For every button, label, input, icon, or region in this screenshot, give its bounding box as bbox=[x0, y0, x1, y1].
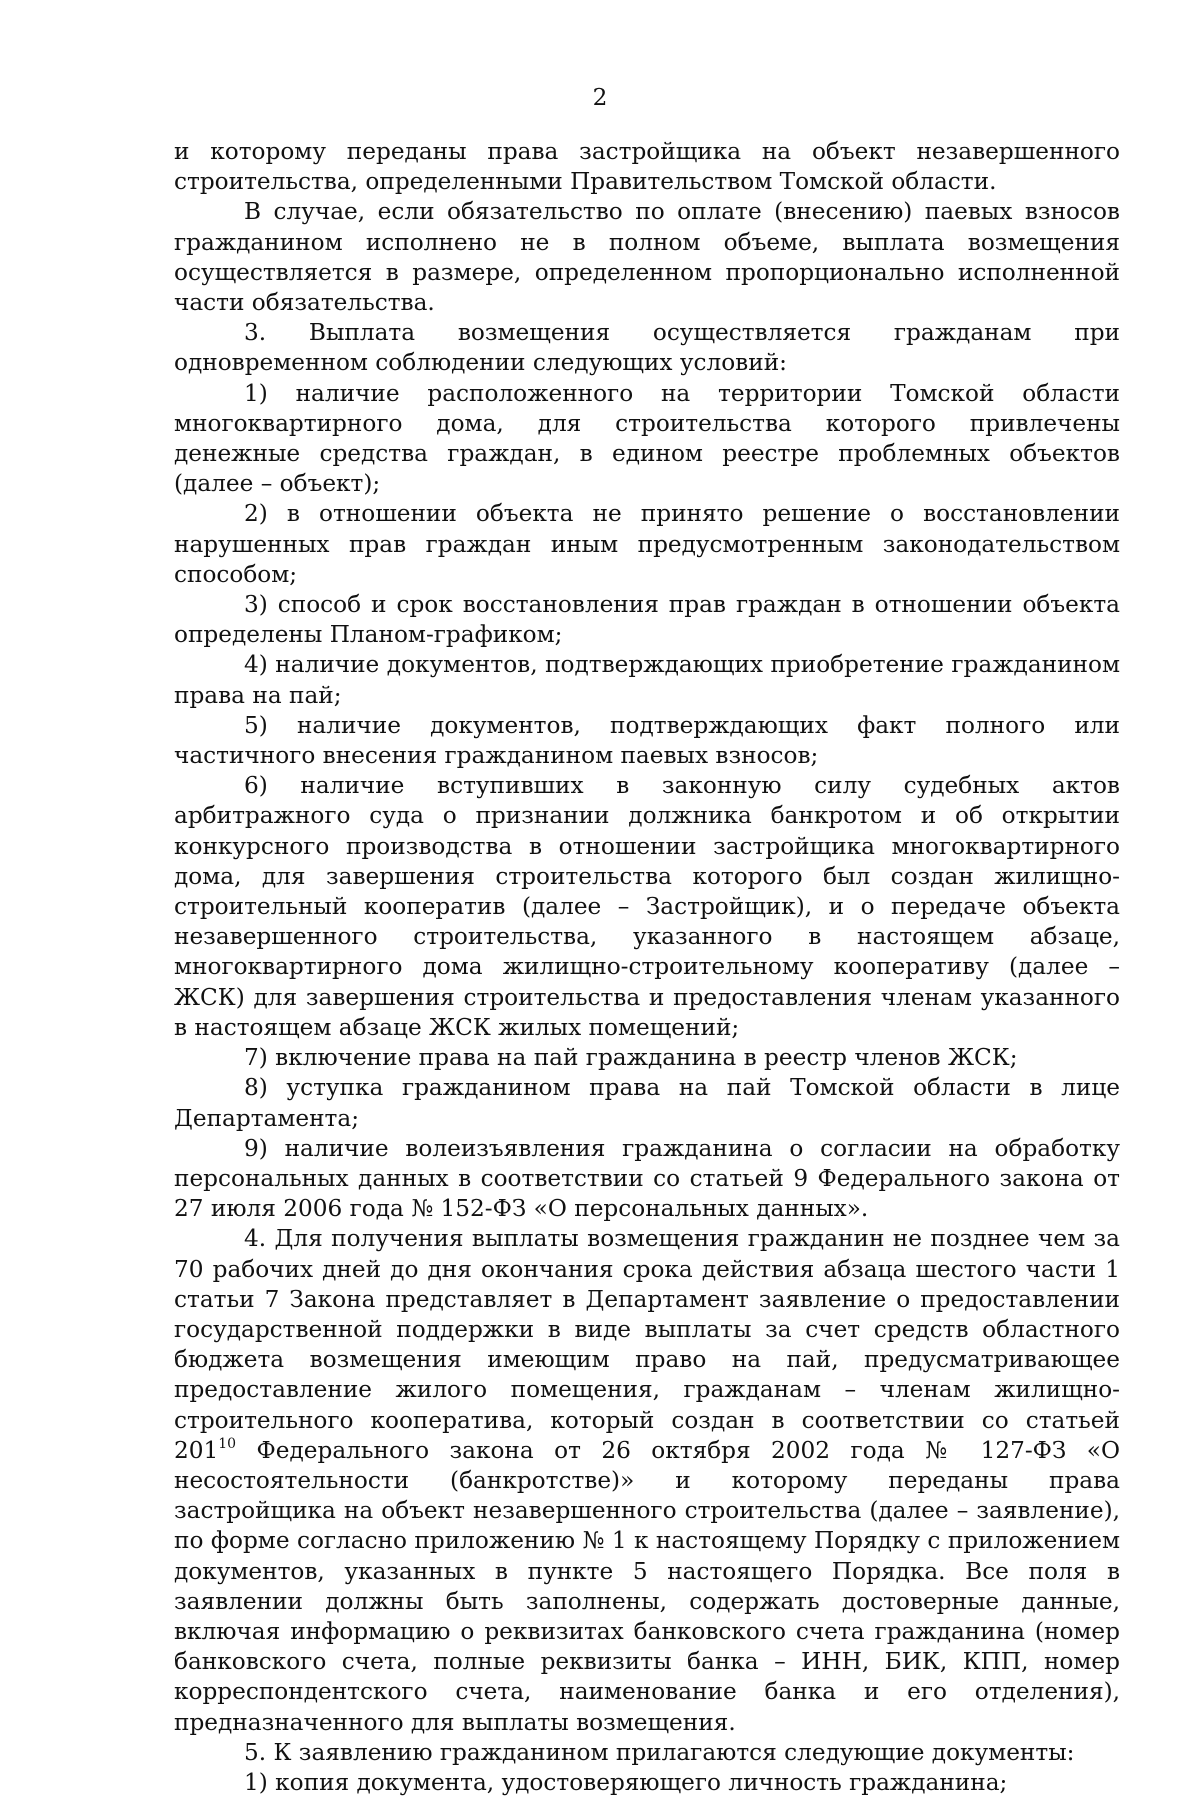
paragraph-continuation: и которому переданы права застройщика на объект незавершенного строительства, определенными Правительством Томской области. bbox=[174, 138, 1120, 196]
condition-6: 6) наличие вступивших в законную силу судебных актов арбитражного суда о признании должника банкротом и об открытии конкурсного производства в отношении застройщика многоквартирного дома, для завершения строительства которого был создан жилищно-строительный кооператив (далее – Застройщик), и о передаче объекта незавершенного строительства, указанного в настоящем абзаце, многоквартирного дома жилищно-строительному кооперативу (далее – ЖСК) для завершения строительства и предоставления членам указанного в настоящем абзаце ЖСК жилых помещений; bbox=[174, 772, 1120, 1041]
document-body bbox=[174, 137, 1120, 1798]
condition-2: 2) в отношении объекта не принято решение о восстановлении нарушенных прав граждан иным предусмотренным законодательством способом; bbox=[174, 500, 1120, 588]
clause-5: 5. К заявлению гражданином прилагаются следующие документы: bbox=[244, 1738, 1075, 1766]
condition-9: 9) наличие волеизъявления гражданина о согласии на обработку персональных данных в соответствии со статьей 9 Федерального закона от 27 июля 2006 года № 152-ФЗ «О персональных данных». bbox=[174, 1134, 1120, 1223]
paragraph-partial-payment: В случае, если обязательство по оплате (внесению) паевых взносов гражданином исполнено не в полном объеме, выплата возмещения осуществляется в размере, определенном пропорционально исполненной части обязательства. bbox=[174, 198, 1120, 317]
condition-5: 5) наличие документов, подтверждающих факт полного или частичного внесения гражданином паевых взносов; bbox=[174, 711, 1120, 770]
condition-4: 4) наличие документов, подтверждающих приобретение гражданином права на пай; bbox=[174, 651, 1120, 709]
article-superscript: 10 bbox=[218, 1435, 237, 1452]
page-number: 2 bbox=[592, 84, 608, 111]
document-1: 1) копия документа, удостоверяющего личность гражданина; bbox=[244, 1768, 1008, 1796]
clause-4-text-a: 4. Для получения выплаты возмещения гражданин не позднее чем за 70 рабочих дней до дня окончания срока действия абзаца шестого части 1 статьи 7 Закона представляет в Департамент заявление о предоставлении государственной поддержки в виде выплаты за счет средств областного бюджета возмещения имеющим право на пай, предусматривающее предоставление жилого помещения, гражданам – членам жилищно-строительного кооператива, который создан в соответствии со статьей 201 bbox=[174, 1225, 1120, 1464]
clause-3: 3. Выплата возмещения осуществляется гражданам при одновременном соблюдении следующих условий: bbox=[174, 319, 1120, 377]
condition-8: 8) уступка гражданином права на пай Томской области в лице Департамента; bbox=[174, 1074, 1120, 1132]
condition-7: 7) включение права на пай гражданина в реестр членов ЖСК; bbox=[244, 1044, 1018, 1072]
condition-1: 1) наличие расположенного на территории Томской области многоквартирного дома, для строительства которого привлечены денежные средства граждан, в едином реестре проблемных объектов (далее – объект); bbox=[174, 379, 1120, 498]
clause-4 bbox=[174, 1224, 1120, 1737]
condition-3: 3) способ и срок восстановления прав граждан в отношении объекта определены Планом-графиком; bbox=[174, 591, 1120, 649]
clause-4-text-b: Федерального закона от 26 октября 2002 года № 127-ФЗ «О несостоятельности (банкротстве)» и которому переданы права застройщика на объект незавершенного строительства (далее – заявление), по форме согласно приложению № 1 к настоящему Порядку с приложением документов, указанных в пункте 5 настоящего Порядка. Все поля в заявлении должны быть заполнены, содержать достоверные данные, включая информацию о реквизитах банковского счета гражданина (номер банковского счета, полные реквизиты банка – ИНН, БИК, КПП, номер корреспондентского счета, наименование банка и его отделения), предназначенного для выплаты возмещения. bbox=[174, 1436, 1120, 1736]
